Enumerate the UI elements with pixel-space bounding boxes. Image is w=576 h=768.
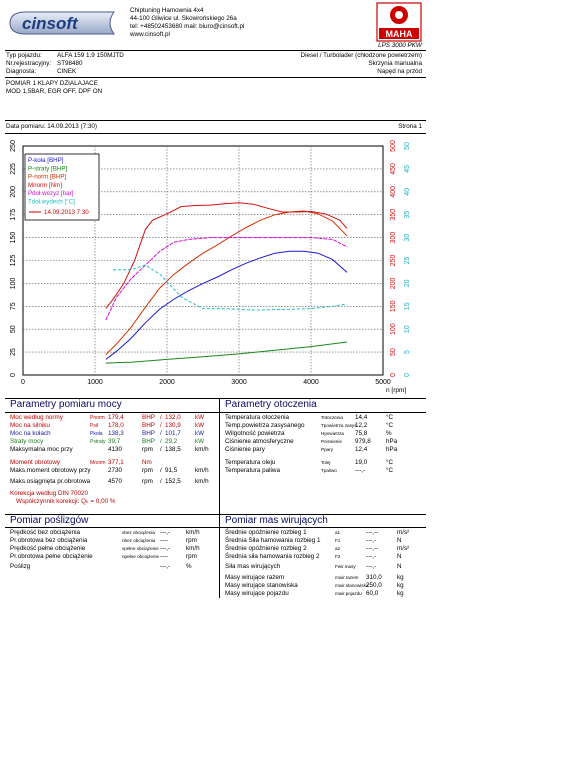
x-axis-label: n [rpm] — [386, 387, 407, 394]
power-row-unit: Nm — [142, 459, 152, 466]
slip-row-value: ---,- — [160, 545, 171, 552]
y-right-tick-label: 100 — [390, 323, 397, 336]
ambient-row-label: Temperatura paliwa — [225, 467, 280, 474]
mass-section-title: Pomiar mas wirujących — [225, 515, 328, 526]
diagnostician-value: CINEK — [57, 68, 77, 75]
power-row-symbol: Pstraty — [90, 439, 106, 445]
y-right-tick-label: 450 — [390, 163, 397, 175]
y-right2-tick-label: 20 — [404, 279, 411, 288]
drive-type: Napęd na przód — [377, 68, 422, 75]
y-right2-tick-label: 45 — [404, 165, 411, 173]
ambient-row-unit: hPa — [386, 446, 398, 453]
cinsoft-logo — [6, 8, 118, 38]
note-line-2: MOD 1,5BAR, EGR OFF, DPF ON — [6, 88, 103, 95]
slip-row-unit: rpm — [186, 537, 197, 544]
y-right2-tick-label: 15 — [404, 302, 411, 311]
diagnostician-label: Diagnosta: — [6, 68, 37, 75]
y-left-tick-label: 125 — [10, 254, 17, 267]
y-right2-tick-label: 25 — [404, 256, 411, 265]
power-row-unit2: kW — [195, 438, 205, 445]
slip-row-unit: km/h — [186, 545, 200, 552]
y-right2-tick-label: 0 — [404, 373, 411, 377]
ambient-row-value: 12,2 — [355, 422, 368, 429]
slip-row-value: ---- — [160, 537, 169, 544]
y-left-tick-label: 25 — [10, 348, 17, 356]
ambient-row-symbol: Tolej — [321, 460, 331, 465]
power-row-value: 179,4 — [108, 414, 124, 421]
engine-type: Diesel / Turbolader (chłodzone powietrzem) — [300, 52, 422, 59]
power-row-value: 377,1 — [108, 459, 124, 466]
y-left-tick-label: 200 — [10, 185, 17, 198]
legend-date: 14.09.2013 7:30 — [44, 209, 89, 216]
mass-row-unit: kg — [397, 582, 404, 589]
y-right-tick-label: 350 — [390, 208, 397, 221]
mass-row-label: Średnie opóźnienie rozbieg 2 — [225, 545, 307, 552]
power-row-unit2: km/h — [195, 467, 209, 474]
ambient-row-value: 19,0 — [355, 459, 368, 466]
y-left-tick-label: 75 — [10, 302, 17, 311]
ambient-row-symbol: Tpowietrza zasys. — [321, 423, 358, 428]
ambient-row-unit: hPa — [386, 438, 398, 445]
power-row-slash: / — [160, 430, 162, 437]
y-left-tick-label: 50 — [10, 325, 17, 334]
power-row-unit: rpm — [142, 446, 153, 453]
mass-row-value: 60,0 — [366, 590, 379, 597]
power-row-symbol: Pkoła — [90, 431, 103, 437]
mass-row-symbol: F2 — [335, 554, 341, 559]
mass-row-symbol: Fwir.masy — [335, 564, 356, 569]
y-left-tick-label: 150 — [10, 231, 17, 244]
ambient-row-symbol: Tpaliwo — [321, 468, 337, 473]
slip-row-unit: % — [186, 563, 192, 570]
power-row-unit: rpm — [142, 467, 153, 474]
ambient-row-label: Temperatura oleju — [225, 459, 276, 466]
power-row-label: Moc na silniku — [10, 422, 50, 429]
slip-row-value: ---,- — [160, 563, 171, 570]
mass-row-unit: kg — [397, 574, 404, 581]
legend-entry: P-straty [BHP] — [28, 165, 68, 173]
y-right2-tick-label: 10 — [404, 325, 411, 334]
power-row-value: 4570 — [108, 478, 123, 485]
power-row-slash: / — [160, 438, 162, 445]
slip-row-label: Prędkość bez obciążenia — [10, 529, 81, 536]
power-row-value: 138,3 — [108, 430, 124, 437]
slip-row-unit: rpm — [186, 553, 197, 560]
power-row-value: 4130 — [108, 446, 123, 453]
ambient-row-symbol: Totoczenia — [321, 415, 343, 420]
legend-entry: Tdoł.wydech [°C] — [28, 198, 75, 206]
correction-factor: Współczynnik korekcji: Qₖ = 0,00 % — [16, 498, 116, 505]
power-row-label: Moc według normy — [10, 414, 63, 421]
ambient-row-label: Temperatura otoczenia — [225, 414, 290, 421]
power-row-value: 178,0 — [108, 422, 124, 429]
company-contact: tel: +48502453680 mail: biuro@cinsoft.pl — [130, 23, 245, 30]
mass-row-value: ---,-- — [366, 545, 379, 552]
mass-row-label: Masy wirujące pojazdu — [225, 590, 289, 597]
y-right2-tick-label: 40 — [404, 187, 411, 196]
logo-text: cinsoft — [22, 14, 78, 33]
y-right-tick-label: 0 — [390, 373, 397, 377]
power-row-value2: 138,5 — [165, 446, 181, 453]
ambient-row-unit: % — [386, 430, 392, 437]
company-website: www.cinsoft.pl — [130, 31, 170, 38]
mass-row-label: Średnie opóźnienie rozbieg 1 — [225, 529, 307, 536]
power-row-label: Straty mocy — [10, 438, 44, 445]
mass-row-value: 310,0 — [366, 574, 382, 581]
ambient-row-value: 14,4 — [355, 414, 368, 421]
correction-label: Korekcja według DIN 70020 — [10, 490, 89, 497]
mass-row-label: Masy wirujące stanowiska — [225, 582, 298, 589]
power-row-symbol: Mnorm — [90, 460, 106, 466]
mass-row-unit: N — [397, 553, 402, 560]
ambient-row-unit: °C — [386, 459, 394, 466]
slip-row-value: ---,- — [160, 529, 171, 536]
ambient-row-symbol: Pcisnienie — [321, 439, 342, 444]
power-row-unit: BHP — [142, 430, 155, 437]
power-row-slash: / — [160, 478, 162, 485]
x-tick-label: 1000 — [87, 379, 103, 386]
registration-value: ST98480 — [57, 60, 83, 67]
registration-label: Nr.rejestracyjny: — [6, 60, 52, 67]
legend-entry: Mnorm [Nm] — [28, 181, 63, 189]
y-left-tick-label: 175 — [10, 208, 17, 221]
ambient-row-value: 12,4 — [355, 446, 368, 453]
ambient-row-value: 979,8 — [355, 438, 371, 445]
y-left-tick-label: 100 — [10, 277, 17, 290]
power-row-value: 39,7 — [108, 438, 121, 445]
power-row-symbol: Pnorm — [90, 415, 105, 421]
power-row-label: Maks.moment obrotowy przy — [10, 467, 91, 474]
power-row-slash: / — [160, 467, 162, 474]
power-row-value2: 152,5 — [165, 478, 181, 485]
dyno-chart — [0, 134, 430, 396]
mass-row-value: 250,0 — [366, 582, 382, 589]
power-section-title: Parametry pomiaru mocy — [10, 399, 122, 410]
ambient-section-title: Parametry otoczenia — [225, 399, 317, 410]
x-tick-label: 0 — [21, 379, 25, 386]
ambient-row-label: Ciśnienie atmosferyczne — [225, 438, 294, 445]
company-name: Chiptuning Hamownia 4x4 — [130, 7, 204, 14]
x-tick-label: 5000 — [375, 379, 391, 386]
power-row-slash: / — [160, 422, 162, 429]
company-address: 44-100 Gliwice ul. Skowrońskiego 26a — [130, 15, 237, 22]
divider — [5, 412, 426, 413]
mass-row-value: ---,- — [366, 563, 377, 570]
legend-entry: Pdoł.wezyz [bar] — [28, 190, 74, 198]
mass-row-label: Średnia Siła hamowania rozbieg 1 — [225, 537, 321, 544]
ambient-row-unit: °C — [386, 414, 394, 421]
ambient-row-value: ---,- — [355, 467, 366, 474]
vehicle-type-label: Typ pojazdu: — [6, 52, 42, 59]
mass-row-symbol: a2 — [335, 546, 341, 551]
y-right-tick-label: 400 — [390, 185, 397, 198]
mass-row-unit: m/s² — [397, 545, 410, 552]
divider — [5, 50, 426, 51]
power-row-slash: / — [160, 446, 162, 453]
slip-row-label: Pr.obrotowa pełne obciążenie — [10, 553, 93, 560]
power-row-label: Moc na kołach — [10, 430, 51, 437]
power-row-unit: BHP — [142, 422, 155, 429]
power-row-value2: 29,2 — [165, 438, 178, 445]
ambient-row-unit: °C — [386, 422, 394, 429]
legend-entry: P-norm [BHP] — [28, 173, 67, 181]
y-right-tick-label: 200 — [390, 277, 397, 290]
ambient-row-value: 75,8 — [355, 430, 368, 437]
mass-row-value: ---,- — [366, 537, 377, 544]
power-row-unit2: kW — [195, 414, 205, 421]
y-right-tick-label: 150 — [390, 300, 397, 313]
x-tick-label: 3000 — [231, 379, 247, 386]
divider — [5, 527, 426, 528]
ambient-row-label: Wilgotność powietrza — [225, 430, 285, 437]
mass-row-symbol: a1 — [335, 530, 341, 535]
y-left-tick-label: 225 — [10, 163, 17, 175]
mass-row-unit: N — [397, 563, 402, 570]
measurement-date: Data pomiaru: 14.09.2013 (7:30) — [6, 123, 98, 130]
mass-row-symbol: F1 — [335, 538, 341, 543]
power-row-unit2: kW — [195, 422, 205, 429]
slip-row-value: ---- — [160, 553, 169, 560]
power-row-unit2: km/h — [195, 478, 209, 485]
x-tick-label: 2000 — [159, 379, 175, 386]
power-row-value2: 132,0 — [165, 414, 181, 421]
cinsoft-logo-graphic — [6, 8, 118, 38]
power-row-unit: BHP — [142, 438, 155, 445]
power-row-label: Moment obrotowy — [10, 459, 61, 466]
divider — [5, 120, 426, 121]
y-right2-tick-label: 35 — [404, 210, 411, 219]
note-line-1: POMIAR 1 KLAPY DZIALAJACE — [6, 80, 98, 87]
mass-row-symbol: mwir.razem — [335, 575, 359, 580]
y-right-tick-label: 500 — [390, 140, 397, 152]
ambient-row-label: Ciśnienie pary — [225, 446, 265, 453]
column-divider — [219, 398, 220, 598]
y-right2-tick-label: 50 — [404, 142, 411, 150]
ambient-row-symbol: Hpowietrza — [321, 431, 344, 436]
power-row-value2: 101,7 — [165, 430, 181, 437]
power-row-value2: 91,5 — [165, 467, 178, 474]
y-right2-tick-label: 5 — [404, 350, 411, 355]
power-row-unit: rpm — [142, 478, 153, 485]
y-right-tick-label: 300 — [390, 231, 397, 244]
mass-row-value: ---,- — [366, 553, 377, 560]
maha-text: MAHA — [385, 29, 413, 39]
mass-row-label: Siła mas wirujących — [225, 563, 281, 570]
mass-row-label: Średnia siła hamowania rozbieg 2 — [225, 553, 320, 560]
slip-row-symbol: vpełne obciążenie — [122, 546, 159, 551]
slip-section-title: Pomiar poślizgów — [10, 515, 89, 526]
maha-logo — [376, 2, 422, 42]
divider — [5, 77, 426, 78]
mass-row-value: ---,-- — [366, 529, 379, 536]
x-tick-label: 4000 — [303, 379, 319, 386]
gearbox-type: Skrzynia manualna — [368, 60, 422, 67]
power-row-symbol: Psil — [90, 423, 99, 429]
mass-row-label: Masy wirujące razem — [225, 574, 285, 581]
ambient-row-label: Temp.powietrza zasysanego — [225, 422, 305, 429]
mass-row-unit: m/s² — [397, 529, 410, 536]
mass-row-unit: N — [397, 537, 402, 544]
legend-entry: P-koła [BHP] — [28, 157, 64, 164]
mass-row-unit: kg — [397, 590, 404, 597]
y-right-tick-label: 50 — [390, 348, 397, 356]
vehicle-type-value: ALFA 159 1.9 150MJTD — [57, 52, 124, 59]
slip-row-label: Poślizg — [10, 563, 31, 570]
slip-row-symbol: vbez obciążenia — [122, 530, 155, 535]
power-row-label: Maksymalna moc przy — [10, 446, 73, 453]
power-row-label: Maks.osiągnięta pr.obrotowa — [10, 478, 91, 485]
ambient-row-unit: °C — [386, 467, 394, 474]
mass-row-symbol: mwir.stanowiska — [335, 583, 369, 588]
power-row-unit2: km/h — [195, 446, 209, 453]
power-row-value: 2730 — [108, 467, 123, 474]
slip-row-label: Prędkość pełne obciążenie — [10, 545, 86, 552]
power-row-value2: 130,9 — [165, 422, 181, 429]
mass-row-symbol: mwir.pojazdu — [335, 591, 362, 596]
power-row-slash: / — [160, 414, 162, 421]
ambient-row-symbol: Ppary — [321, 447, 334, 452]
brand-model: LPS 3000 PKW — [378, 42, 422, 49]
maha-logo-graphic — [376, 2, 422, 42]
y-left-tick-label: 0 — [10, 373, 17, 377]
power-row-unit2: kW — [195, 430, 205, 437]
y-right2-tick-label: 30 — [404, 233, 411, 242]
page-number: Strona 1 — [398, 123, 422, 130]
slip-row-symbol: nbez obciążenia — [122, 538, 156, 543]
slip-row-unit: km/h — [186, 529, 200, 536]
power-row-unit: BHP — [142, 414, 155, 421]
y-left-tick-label: 250 — [10, 140, 17, 152]
slip-row-label: Pr.obrotowa bez obciążenia — [10, 537, 88, 544]
y-right-tick-label: 250 — [390, 254, 397, 267]
slip-row-symbol: npełne obciążenie — [122, 554, 160, 559]
